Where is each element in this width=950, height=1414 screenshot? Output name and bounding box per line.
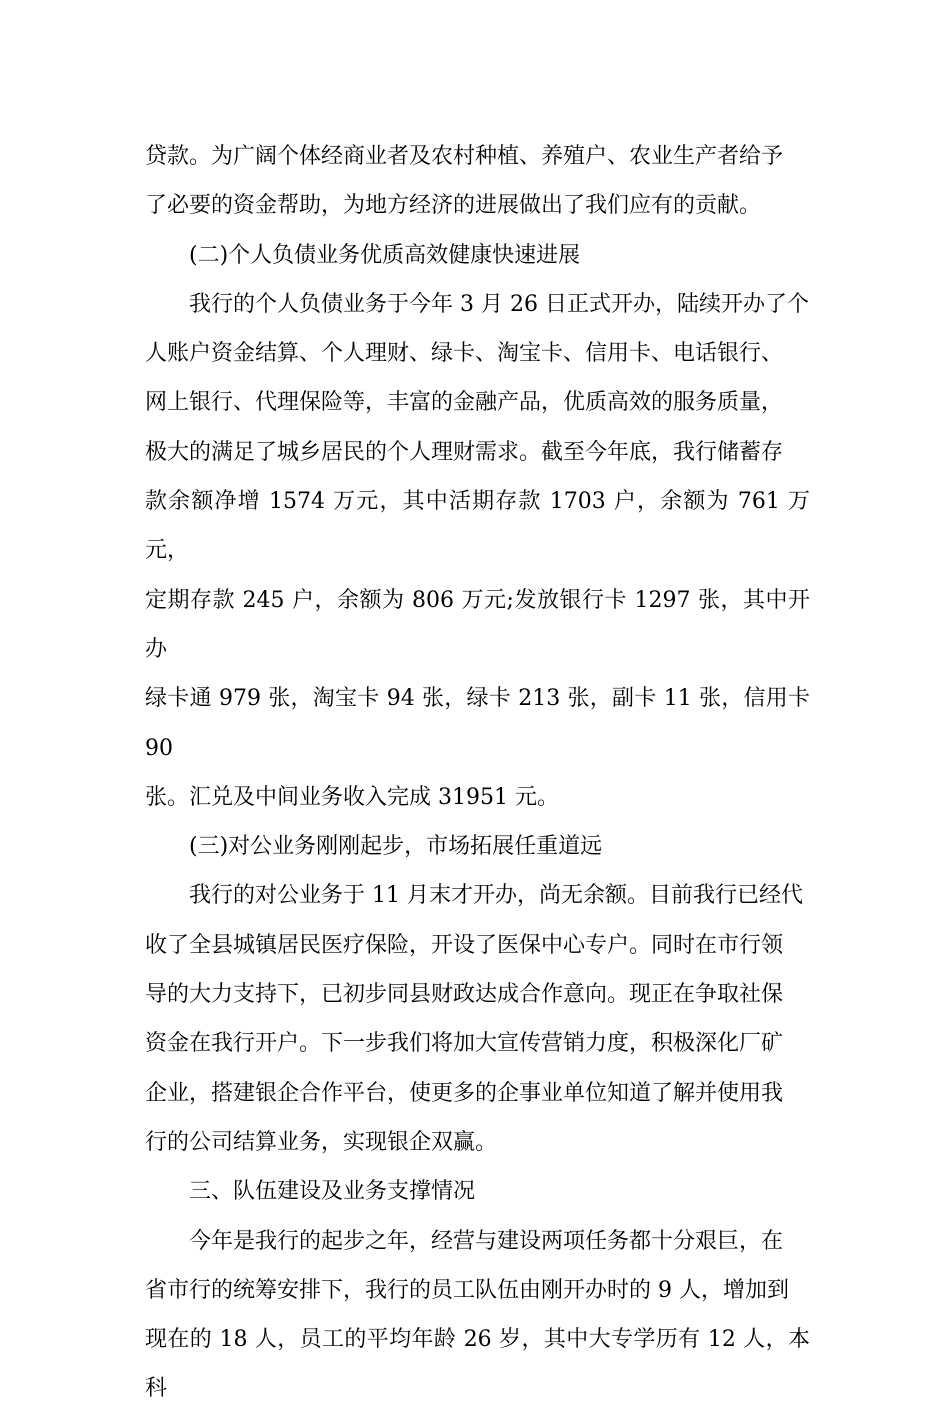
paragraph-loans <box>145 132 810 231</box>
text-line: 定期存款 245 户，余额为 806 万元;发放银行卡 1297 张，其中开办 <box>145 587 810 662</box>
text-line: 了必要的资金帮助，为地方经济的进展做出了我们应有的贡献。 <box>145 193 762 219</box>
text-line: 企业，搭建银企合作平台，使更多的企事业单位知道了解并使用我 <box>145 1080 784 1106</box>
paragraph-team-building <box>145 1217 810 1414</box>
heading-text: (三)对公业务刚刚起步，市场拓展任重道远 <box>189 834 603 860</box>
text-line: 款余额净增 1574 万元，其中活期存款 1703 户，余额为 761 万元， <box>145 489 810 564</box>
section-heading-team-building <box>145 1167 810 1216</box>
text-line: 今年是我行的起步之年，经营与建设两项任务都十分艰巨，在 <box>189 1228 784 1254</box>
text-line: 导的大力支持下，已初步同县财政达成合作意向。现正在争取社保 <box>145 982 784 1008</box>
text-line: 张。汇兑及中间业务收入完成 31951 元。 <box>145 784 559 810</box>
text-line: 人账户资金结算、个人理财、绿卡、淘宝卡、信用卡、电话银行、 <box>145 341 784 367</box>
heading-text: (二)个人负债业务优质高效健康快速进展 <box>189 242 581 268</box>
text-line: 现在的 18 人，员工的平均年龄 26 岁，其中大专学历有 12 人，本科 <box>145 1327 810 1402</box>
heading-text: 三、队伍建设及业务支撑情况 <box>189 1179 476 1205</box>
text-line: 省市行的统筹安排下，我行的员工队伍由刚开办时的 9 人，增加到 <box>145 1277 789 1303</box>
text-line: 我行的对公业务于 11 月末才开办，尚无余额。目前我行已经代 <box>189 883 803 909</box>
text-line: 行的公司结算业务，实现银企双赢。 <box>145 1129 498 1155</box>
text-line: 收了全县城镇居民医疗保险，开设了医保中心专户。同时在市行领 <box>145 932 784 958</box>
text-line: 我行的个人负债业务于今年 3 月 26 日正式开办，陆续开办了个 <box>189 291 809 317</box>
section-heading-personal-liabilities <box>145 231 810 280</box>
text-line: 贷款。为广阔个体经商业者及农村种植、养殖户、农业生产者给予 <box>145 144 784 169</box>
text-line: 极大的满足了城乡居民的个人理财需求。截至今年底，我行储蓄存 <box>145 439 784 465</box>
section-heading-corporate-business <box>145 822 810 871</box>
paragraph-corporate-business <box>145 871 810 1167</box>
text-line: 绿卡通 979 张，淘宝卡 94 张，绿卡 213 张，副卡 11 张，信用卡 90 <box>145 686 810 761</box>
text-line: 资金在我行开户。下一步我们将加大宣传营销力度，积极深化厂矿 <box>145 1031 784 1057</box>
paragraph-personal-liabilities <box>145 280 810 822</box>
document-body <box>145 132 810 1414</box>
text-line: 网上银行、代理保险等，丰富的金融产品，优质高效的服务质量， <box>145 390 784 416</box>
